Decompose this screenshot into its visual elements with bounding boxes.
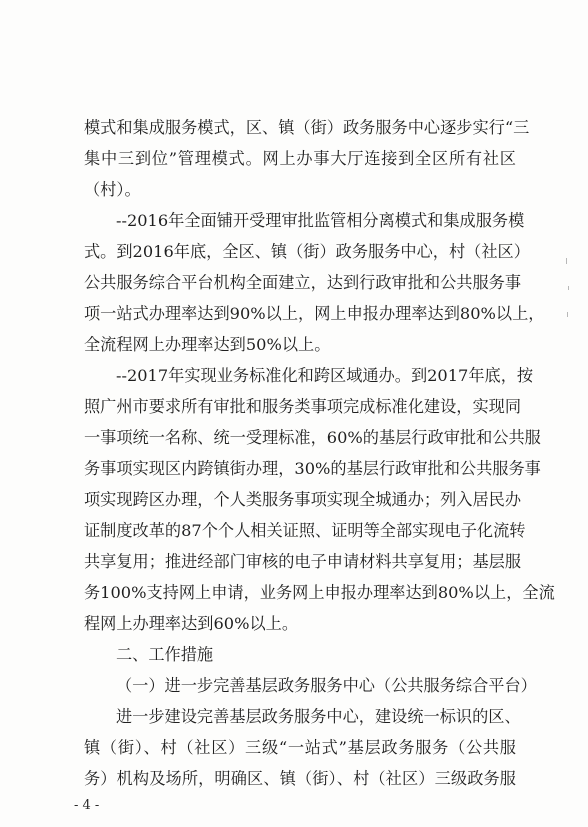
text-line: 镇（街）、村（社区）三级“一站式”基层政务服务（公共服 [84,738,516,757]
scan-speck [567,312,568,317]
text-line: 照广州市要求所有审批和服务类事项完成标准化建设，实现同 [84,397,522,416]
text-line: --2016年全面铺开受理审批监管相分离模式和集成服务模 [116,211,525,230]
text-line: 证制度改革的87个个人相关证照、证明等全部实现电子化流转 [84,521,526,540]
text-line: --2017年实现业务标准化和跨区域通办。到2017年底，按 [116,366,534,385]
text-line: 项一站式办理率达到90%以上，网上申报办理率达到80%以上， [84,304,545,323]
section-heading: 二、工作措施 [116,645,214,664]
text-line: 式。到2016年底，全区、镇（街）政务服务中心，村（社区） [84,242,530,261]
text-line: 务）机构及场所，明确区、镇（街）、村（社区）三级政务服 [84,769,516,788]
text-line: 全流程网上办理率达到50%以上。 [84,335,331,354]
text-line: 进一步建设完善基层政务服务中心，建设统一标识的区、 [116,707,521,726]
page-number: - 4 - [74,798,100,813]
text-line: （村）。 [84,180,141,199]
text-line: 共享复用；推进经部门审核的电子申请材料共享复用；基层服 [84,552,522,571]
text-line: 一事项统一名称、统一受理标准，60%的基层行政审批和公共服 [84,428,541,447]
text-line: 公共服务综合平台机构全面建立，达到行政审批和公共服务事 [84,273,522,292]
text-line: 务事项实现区内跨镇街办理，30%的基层行政审批和公共服务事 [84,459,541,478]
text-line: 程网上办理率达到60%以上。 [84,614,299,633]
scan-speck [566,258,567,264]
subsection-heading: （一）进一步完善基层政务服务中心（公共服务综合平台） [116,676,537,695]
text-line: 项实现跨区办理，个人类服务事项实现全城通办；列入居民办 [84,490,522,509]
scan-speck [568,286,569,290]
text-line: 模式和集成服务模式，区、镇（街）政务服务中心逐步实行“三 [84,118,530,137]
text-line: 务100%支持网上申请，业务网上申报办理率达到80%以上，全流 [84,583,555,602]
text-line: 集中三到位”管理模式。网上办事大厅连接到全区所有社区 [84,149,516,168]
